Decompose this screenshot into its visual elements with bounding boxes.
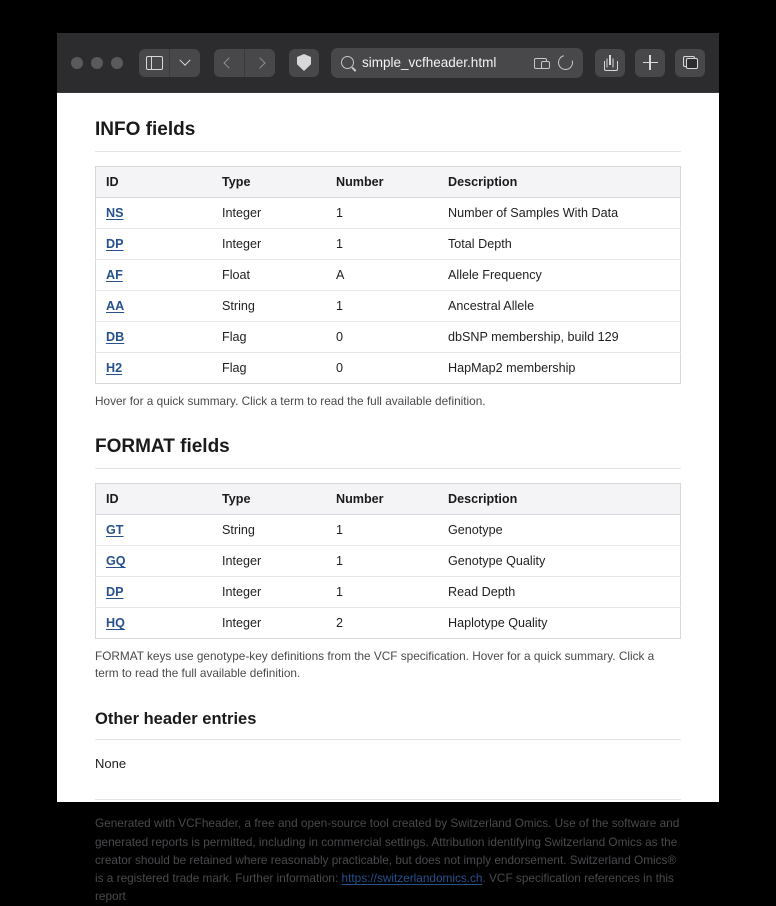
- format-term-link[interactable]: DP: [106, 585, 124, 600]
- cell-description: Ancestral Allele: [438, 291, 681, 322]
- close-window-button[interactable]: [71, 57, 83, 69]
- cell-number: 1: [326, 577, 438, 608]
- info-fields-table: [95, 166, 681, 384]
- forward-chevron-icon: [254, 57, 265, 68]
- cell-type: Integer: [212, 577, 326, 608]
- footer-text-after-link: . VCF specification references in this report: [95, 871, 674, 904]
- back-chevron-icon: [223, 57, 234, 68]
- footer-text: [95, 814, 681, 905]
- table-row: [96, 515, 681, 546]
- new-tab-button[interactable]: [635, 49, 665, 77]
- cell-description: Allele Frequency: [438, 260, 681, 291]
- cell-number: A: [326, 260, 438, 291]
- cell-type: Flag: [212, 322, 326, 353]
- info-term-link[interactable]: NS: [106, 206, 124, 220]
- chevron-down-icon[interactable]: [170, 49, 200, 77]
- cell-id: [96, 229, 213, 260]
- other-header-entries-value: None: [95, 756, 127, 772]
- table-header-row: [96, 484, 681, 515]
- cell-description: Genotype Quality: [438, 546, 681, 577]
- sidebar-glyph-icon: [146, 56, 163, 70]
- info-fields-heading: INFO fields: [95, 119, 681, 152]
- cell-type: Float: [212, 260, 326, 291]
- table-row: [96, 198, 681, 229]
- cell-number: 1: [326, 229, 438, 260]
- table-row: [96, 546, 681, 577]
- table-row: [96, 322, 681, 353]
- cell-type: Integer: [212, 198, 326, 229]
- cell-type: Integer: [222, 616, 262, 631]
- shield-icon: [297, 54, 311, 71]
- back-button[interactable]: [214, 49, 244, 77]
- info-term-link[interactable]: AA: [106, 299, 125, 313]
- column-header-id: ID: [96, 484, 213, 515]
- share-icon: [603, 54, 617, 71]
- cell-number: 0: [326, 322, 438, 353]
- chevron-down-glyph-icon: [179, 54, 190, 65]
- plus-icon: [643, 55, 658, 70]
- cell-id: [96, 515, 213, 546]
- table-header-row: [96, 167, 681, 198]
- reload-icon[interactable]: [555, 52, 575, 72]
- column-header-description: Description: [438, 484, 681, 515]
- switzerland-omics-link[interactable]: https://switzerlandomics.ch: [341, 871, 483, 886]
- info-term-link[interactable]: DB: [106, 330, 125, 344]
- share-button[interactable]: [595, 49, 625, 77]
- cell-number: 0: [336, 361, 344, 375]
- info-fields-note: Hover for a quick summary. Click a term to read the full available definition.: [95, 394, 486, 408]
- cell-type: String: [212, 515, 326, 546]
- reader-translate-icon[interactable]: [534, 57, 550, 69]
- sidebar-icon[interactable]: [139, 49, 169, 77]
- browser-window: [57, 33, 719, 904]
- search-icon: [341, 56, 354, 69]
- cell-id: [96, 577, 213, 608]
- cell-number: 1: [326, 546, 438, 577]
- cell-number: 1: [326, 291, 438, 322]
- format-term-link[interactable]: HQ: [106, 616, 125, 631]
- format-term-link[interactable]: GQ: [106, 554, 126, 569]
- cell-number: 1: [326, 515, 438, 546]
- info-term-link[interactable]: H2: [106, 361, 123, 375]
- column-header-number: Number: [326, 167, 438, 198]
- navigation-button-group: [214, 49, 275, 77]
- browser-toolbar: [57, 33, 719, 93]
- cell-description: Genotype: [438, 515, 681, 546]
- cell-description: Read Depth: [438, 577, 681, 608]
- cell-type: Flag: [222, 361, 247, 375]
- table-row: [96, 260, 681, 291]
- address-bar-text[interactable]: simple_vcfheader.html: [362, 55, 497, 70]
- forward-button[interactable]: [245, 49, 275, 77]
- cell-type: String: [212, 291, 326, 322]
- table-row: [96, 577, 681, 608]
- cell-number: 1: [326, 198, 438, 229]
- table-row: [96, 229, 681, 260]
- column-header-description: Description: [438, 167, 681, 198]
- cell-description: Total Depth: [438, 229, 681, 260]
- table-row: [96, 608, 681, 639]
- address-bar[interactable]: [331, 48, 583, 78]
- cell-description: HapMap2 membership: [448, 361, 576, 375]
- cell-id: [96, 198, 213, 229]
- cell-id: [96, 546, 213, 577]
- maximize-window-button[interactable]: [111, 57, 123, 69]
- cell-number: 2: [336, 616, 344, 631]
- format-term-link[interactable]: GT: [106, 523, 124, 538]
- cell-id: [96, 260, 213, 291]
- cell-description: Haplotype Quality: [448, 616, 548, 631]
- cell-type: Integer: [212, 546, 326, 577]
- cell-type: Integer: [212, 229, 326, 260]
- privacy-report-button[interactable]: [289, 49, 319, 77]
- footer-divider: [95, 799, 681, 800]
- format-fields-heading: FORMAT fields: [95, 436, 681, 469]
- format-fields-note: FORMAT keys use genotype-key definitions from the VCF specification. Hover for a quick summary. Click a term to read the full available definition.: [95, 649, 655, 681]
- window-controls: [71, 57, 123, 69]
- format-fields-table: [95, 483, 681, 639]
- column-header-number: Number: [326, 484, 438, 515]
- sidebar-button-group: [139, 49, 200, 77]
- cell-id: [96, 291, 213, 322]
- cell-id: [96, 608, 213, 639]
- tab-overview-icon: [683, 56, 698, 69]
- other-header-entries-heading: Other header entries: [95, 710, 681, 740]
- tab-overview-button[interactable]: [675, 49, 705, 77]
- page-content: [57, 93, 719, 904]
- table-row: [96, 353, 681, 384]
- cell-id: [96, 353, 213, 384]
- column-header-type: Type: [212, 167, 326, 198]
- cell-description: Number of Samples With Data: [438, 198, 681, 229]
- table-row: [96, 291, 681, 322]
- column-header-id: ID: [96, 167, 213, 198]
- footer-text-before-link: Generated with VCFheader, a free and open-source tool created by Switzerland Omics. Use of the software and generated reports is permitted, including in commercial settings. Attribution identifying Switzerland Omics as the creator should be retained where reasonably practicable, but does not imply endorsement. Switzerland Omics® is a registered trade mark. Further information:: [95, 816, 680, 886]
- minimize-window-button[interactable]: [91, 57, 103, 69]
- info-term-link[interactable]: DP: [106, 237, 124, 251]
- column-header-type: Type: [212, 484, 326, 515]
- cell-id: [96, 322, 213, 353]
- cell-description: dbSNP membership, build 129: [438, 322, 681, 353]
- info-term-link[interactable]: AF: [106, 268, 123, 282]
